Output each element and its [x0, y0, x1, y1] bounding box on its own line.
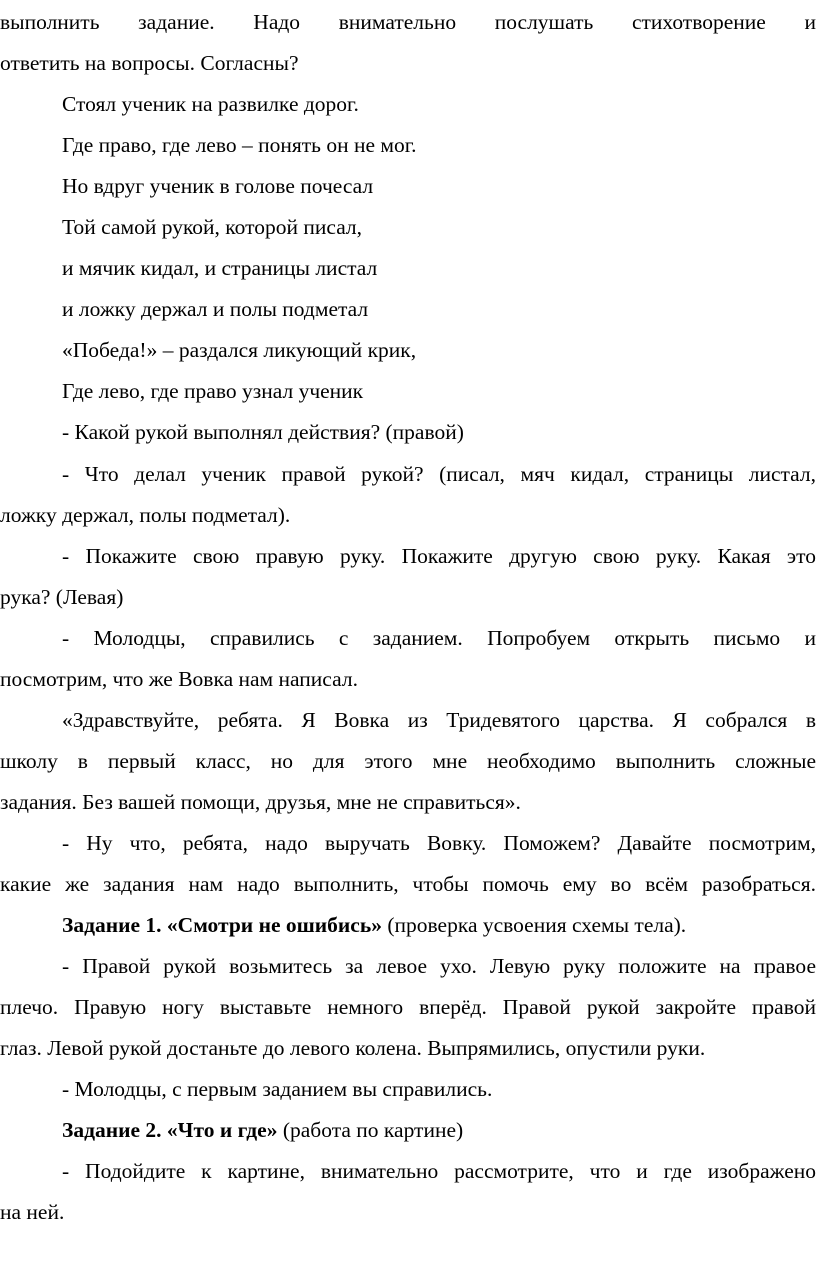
paragraph-line: - Подойдите к картине, внимательно рассмотрите, что и где изображено [62, 1159, 816, 1183]
poem-line: Той самой рукой, которой писал, [62, 215, 363, 239]
poem-line: «Победа!» – раздался ликующий крик, [62, 338, 417, 362]
poem-line: и мячик кидал, и страницы листал [62, 256, 378, 280]
paragraph-line: глаз. Левой рукой достаньте до левого колена. Выпрямились, опустили руки. [0, 1036, 706, 1060]
poem-line: и ложку держал и полы подметал [62, 297, 369, 321]
paragraph-line: - Покажите свою правую руку. Покажите другую свою руку. Какая это [62, 544, 816, 568]
poem-line: Где право, где лево – понять он не мог. [62, 133, 417, 157]
paragraph-line: плечо. Правую ногу выставьте немного вперёд. Правой рукой закройте правой [0, 995, 816, 1019]
poem-line: Где лево, где право узнал ученик [62, 379, 364, 403]
question-line: - Что делал ученик правой рукой? (писал, мяч кидал, страницы листал, [62, 462, 816, 486]
paragraph-line: на ней. [0, 1200, 65, 1224]
poem-line: Но вдруг ученик в голове почесал [62, 174, 374, 198]
letter-line: школу в первый класс, но для этого мне необходимо выполнить сложные [0, 749, 816, 773]
paragraph-line: ответить на вопросы. Согласны? [0, 51, 299, 75]
paragraph-line: посмотрим, что же Вовка нам написал. [0, 667, 358, 691]
letter-line: задания. Без вашей помощи, друзья, мне не справиться». [0, 790, 521, 814]
task2-heading: Задание 2. «Что и где» [62, 1118, 278, 1142]
paragraph-line: - Правой рукой возьмитесь за левое ухо. Левую руку положите на правое [62, 954, 816, 978]
question-line: - Какой рукой выполнял действия? (правой) [62, 420, 464, 444]
task1-note: (проверка усвоения схемы тела). [381, 913, 687, 937]
task1-heading: Задание 1. «Смотри не ошибись» [62, 913, 382, 937]
letter-line: «Здравствуйте, ребята. Я Вовка из Тридевятого царства. Я собрался в [62, 708, 816, 732]
paragraph-line: выполнить задание. Надо внимательно послушать стихотворение и [0, 10, 816, 34]
paragraph-line: рука? (Левая) [0, 585, 124, 609]
paragraph-line: - Молодцы, с первым заданием вы справились. [62, 1077, 493, 1101]
task2-line [62, 1110, 816, 1151]
paragraph-line: - Молодцы, справились с заданием. Попробуем открыть письмо и [62, 626, 816, 650]
paragraph-line: - Ну что, ребята, надо выручать Вовку. Поможем? Давайте посмотрим, [62, 831, 816, 855]
poem-line: Стоял ученик на развилке дорог. [62, 92, 359, 116]
task1-line [62, 905, 816, 946]
paragraph-line: ложку держал, полы подметал). [0, 503, 291, 527]
paragraph-line: какие же задания нам надо выполнить, чтобы помочь ему во всём разобраться. [0, 872, 816, 896]
task2-note: (работа по картине) [277, 1118, 464, 1142]
